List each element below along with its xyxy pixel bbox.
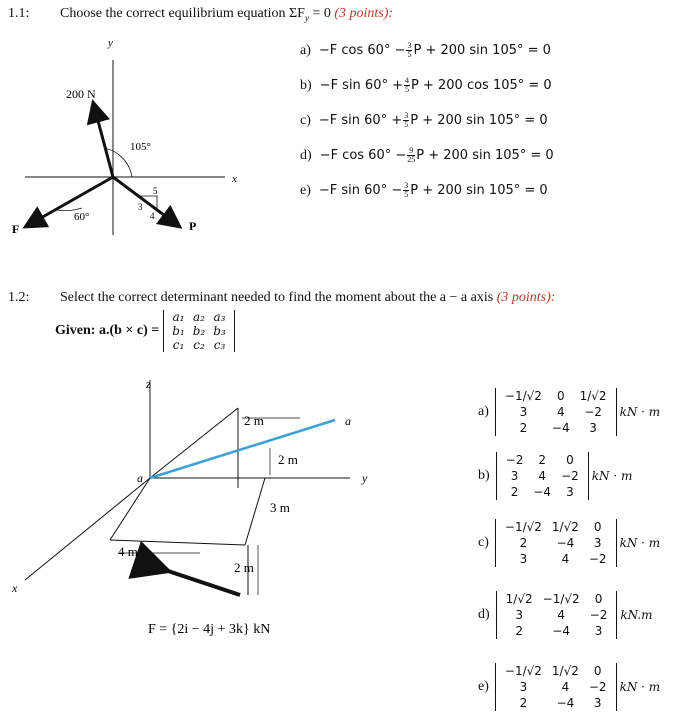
force-p-arrow [113, 177, 180, 227]
point-a-label: a [137, 471, 143, 485]
q2-options [478, 378, 660, 723]
q2-number: 1.2: [8, 290, 30, 305]
y-axis-label: y [108, 37, 113, 49]
tri-label-4: 4 [150, 211, 155, 221]
dim-3m: 3 m [270, 500, 290, 515]
q2-given [55, 310, 235, 352]
q2-option-d[interactable]: d) 1/√2 −1/√2 0 3 4 −2 2 −4 3 kN.m [478, 592, 653, 638]
q1-points: (3 points): [334, 6, 394, 21]
z-axis-label: z [146, 377, 151, 391]
force-f-arrow-3d [165, 570, 240, 595]
q2-option-c[interactable]: c) −1/√2 1/√2 0 2 −4 3 3 4 −2 kN · m [478, 520, 661, 566]
q1-option-a[interactable]: a) −F cos 60° − $\frac{3}{5}$ P + 200 sin 105° = 0 [300, 41, 551, 60]
q1-option-e[interactable]: e) −F sin 60° − $\frac{3}{5}$ P + 200 sin 105° = 0 [300, 181, 548, 200]
dim-2m-mid: 2 m [278, 452, 298, 467]
label-p: P [189, 219, 197, 233]
q1-option-b[interactable]: b) −F sin 60° + $\frac{4}{5}$ P + 200 cos 105° = 0 [300, 76, 552, 95]
label-200n: 200 N [66, 87, 96, 101]
force-expression: F = {2i − 4j + 3k} kN [148, 622, 271, 637]
q2-3d-diagram [0, 370, 380, 670]
force-200n-arrow [93, 102, 113, 177]
q1-number: 1.1: [8, 6, 30, 21]
label-60: 60° [74, 211, 90, 223]
q1-options [300, 42, 554, 217]
x-axis-label: x [232, 173, 237, 185]
dim-2m-top: 2 m [244, 413, 264, 428]
q1-option-d[interactable]: d) −F cos 60° − $\frac{9}{25}$ P + 200 sin 105° = 0 [300, 146, 554, 165]
dim-2m-low: 2 m [234, 560, 254, 575]
q2-option-b[interactable]: b) −2 2 0 3 4 −2 2 −4 3 kN · m [478, 453, 633, 499]
given-determinant: a₁ a₂ a₃ b₁ b₂ b₃ c₁ c₂ c₃ [163, 310, 235, 352]
tri-label-5: 5 [153, 186, 158, 196]
y-axis-label-3d: y [362, 471, 368, 485]
x-axis-3d [25, 478, 150, 580]
given-label: Given: a.(b × c) = [55, 323, 160, 338]
q1-prompt: Choose the correct equilibrium equation $\Sigma F_y = 0$ (3 points): [60, 6, 394, 23]
label-f: F [12, 222, 20, 236]
dim-4m: 4 m [118, 544, 138, 559]
axis-a-a [150, 420, 335, 478]
tri-label-3: 3 [138, 202, 143, 212]
x-axis-label-3d: x [12, 581, 18, 595]
force-f-arrow [25, 177, 113, 227]
q2-points: (3 points): [496, 290, 556, 305]
label-105: 105° [130, 141, 151, 153]
axis-end-a-label: a [345, 414, 351, 428]
q2-option-e[interactable]: e) −1/√2 1/√2 0 3 4 −2 2 −4 3 kN · m [478, 664, 661, 710]
q2-prompt: Select the correct determinant needed to find the moment about the a − a axis (3 points): [60, 290, 556, 305]
q2-option-a[interactable]: a) −1/√2 0 1/√2 3 4 −2 2 −4 3 kN · m [478, 388, 661, 435]
q1-option-c[interactable]: c) −F sin 60° + $\frac{3}{5}$ P + 200 sin 105° = 0 [300, 111, 548, 130]
q1-force-diagram [0, 30, 260, 240]
